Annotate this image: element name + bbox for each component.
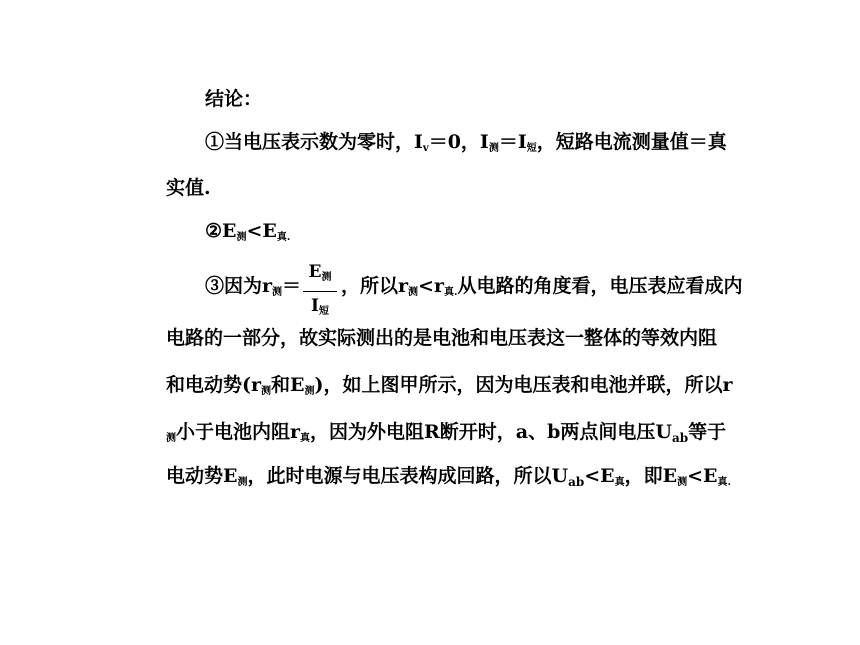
subscript-measured: 测: [272, 287, 283, 298]
para-line-2: [166, 373, 733, 404]
item3-equals: ＝: [282, 275, 302, 297]
item3-part3: ，所以r: [341, 275, 409, 297]
subscript-ab: ab: [671, 431, 689, 445]
numerator-e: E: [308, 262, 322, 282]
item1-part2: ＝0，I: [428, 131, 489, 153]
subscript-v: v: [422, 143, 429, 154]
subscript-ab: ab: [568, 475, 585, 489]
subscript-measured: 测: [408, 287, 419, 298]
item1-part3: ＝I: [498, 131, 527, 153]
heading-text: 结论：: [205, 88, 263, 110]
fraction-numerator: [303, 262, 337, 288]
item1-part1: ①当电压表示数为零时，I: [205, 131, 423, 153]
item-1-continuation: [166, 176, 211, 200]
item1-part4: ，短路电流测量值＝真: [536, 131, 727, 153]
para-line1-text: 电路的一部分，故实际测出的是电池和电压表这一整体的等效内阻: [166, 327, 718, 349]
item3-part5: 从电路的角度看，电压表应看成内: [457, 275, 743, 297]
line4-e: <E: [687, 465, 718, 487]
item-2-line: [205, 219, 290, 250]
line4-c: <E: [584, 465, 615, 487]
line2-b: 和E: [271, 374, 305, 396]
line4-a: 电动势E: [166, 465, 238, 487]
subscript-measured: 测: [166, 433, 176, 444]
subscript-measured: 测: [677, 477, 688, 488]
subscript-short: 短: [526, 143, 537, 154]
subscript-true: 真.: [443, 287, 458, 298]
subscript-measured: 测: [488, 143, 499, 154]
fraction-e-over-i: [303, 262, 337, 322]
item3-part4: <r: [418, 275, 444, 297]
line4-d: ，即E: [624, 465, 678, 487]
item-1-line: [205, 130, 727, 161]
numerator-sub: 测: [321, 272, 332, 283]
subscript-true: 真: [614, 477, 625, 488]
para-line-4: [166, 464, 731, 495]
item-3-line: [205, 274, 742, 305]
line2-c: )，如上图甲所示，因为电压表和电池并联，所以r: [314, 374, 733, 396]
subscript-measured: 测: [261, 386, 272, 397]
subscript-measured: 测: [237, 477, 248, 488]
item2-part2: <E: [246, 220, 277, 242]
subscript-measured: 测: [236, 232, 247, 243]
denominator-i: I: [311, 296, 319, 316]
subscript-true: 真.: [717, 477, 732, 488]
denominator-sub: 短: [318, 306, 329, 317]
line2-a: 和电动势(r: [166, 374, 262, 396]
line3-a: 小于电池内阻r: [176, 421, 301, 443]
para-line-3: [166, 420, 726, 451]
item3-part1: ③因为r: [205, 275, 273, 297]
line3-c: 等于: [688, 421, 727, 443]
subscript-true: 真.: [276, 232, 291, 243]
conclusion-heading: [205, 87, 262, 111]
line4-b: ，此时电源与电压表构成回路，所以U: [247, 465, 569, 487]
subscript-true: 真: [300, 433, 311, 444]
line3-b: ，因为外电阻R断开时，a、b两点间电压U: [310, 421, 672, 443]
fraction-bar: [303, 291, 337, 292]
fraction-denominator: [303, 296, 337, 322]
subscript-measured: 测: [304, 386, 315, 397]
item2-part1: ②E: [205, 220, 237, 242]
para-line-1: [166, 326, 717, 350]
item1-cont: 实值.: [166, 177, 211, 199]
